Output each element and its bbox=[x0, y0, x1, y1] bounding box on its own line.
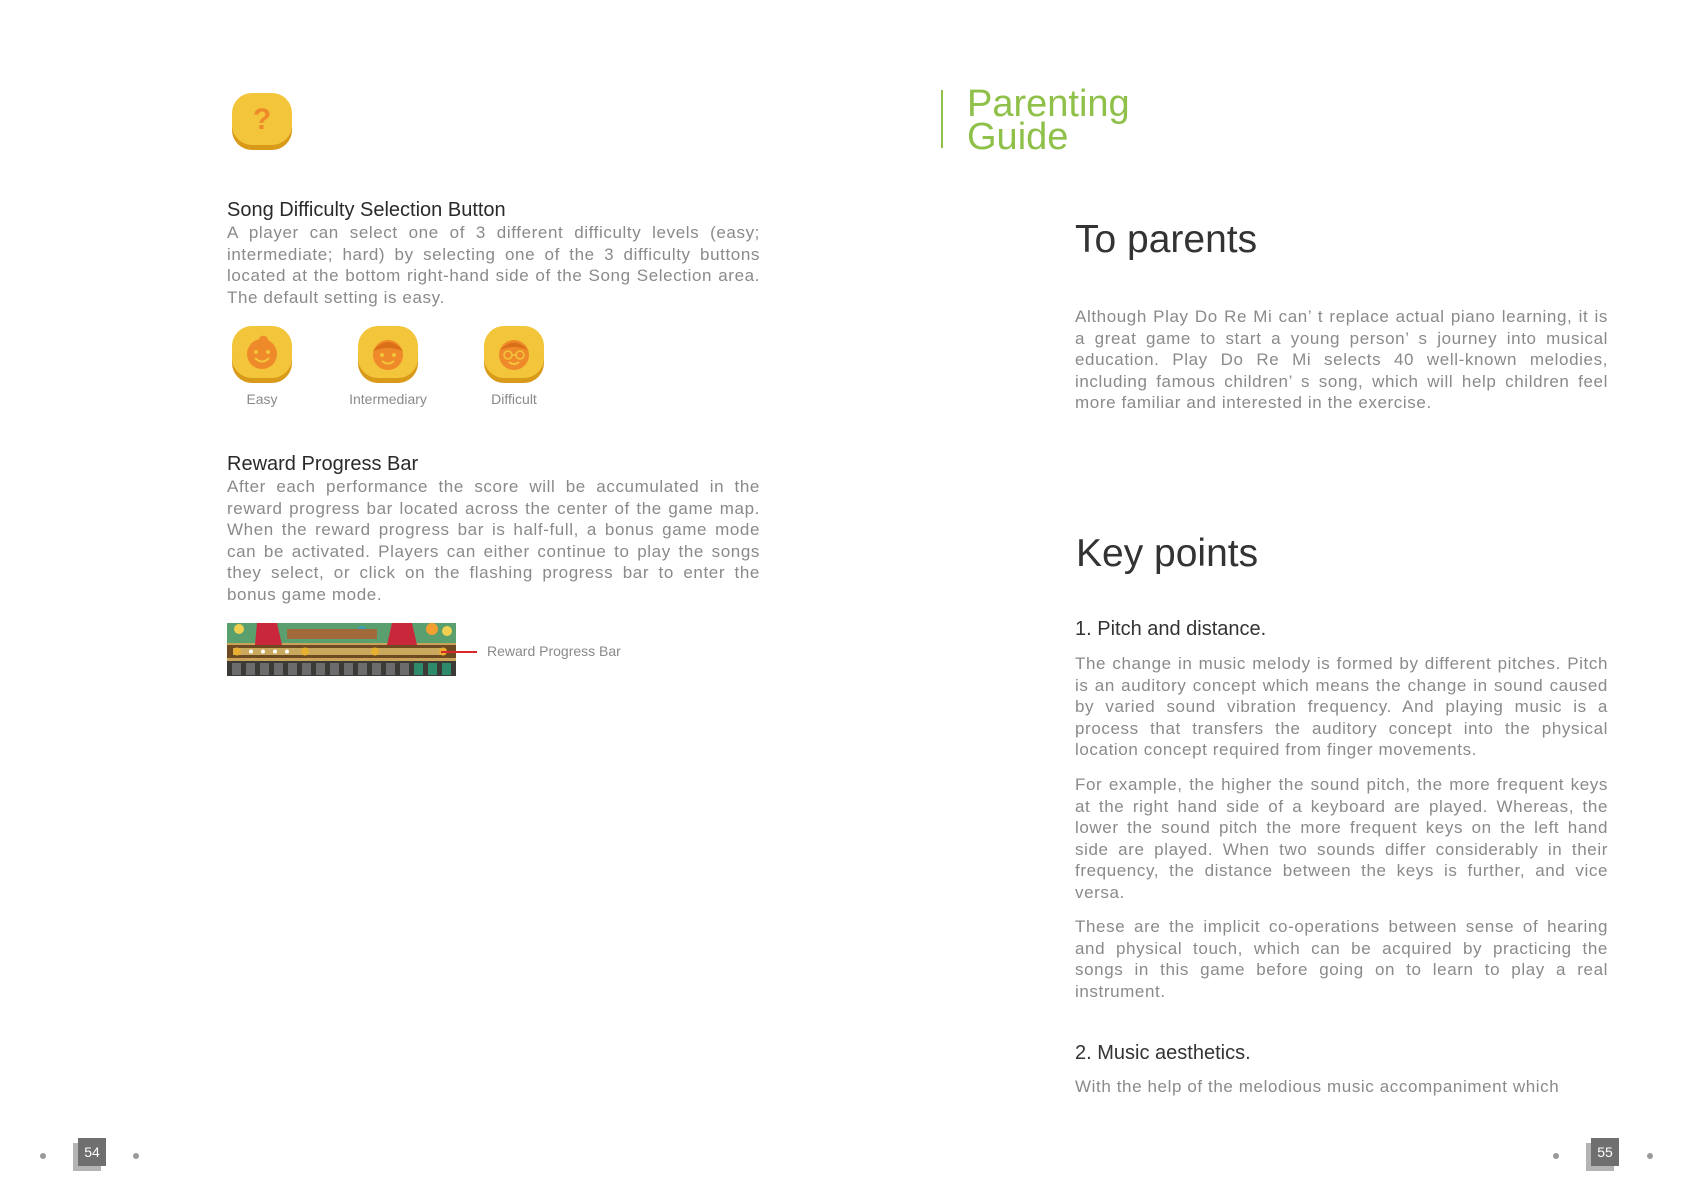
easy-caption: Easy bbox=[246, 391, 278, 407]
page-dot bbox=[133, 1153, 139, 1159]
difficult-difficulty-button[interactable] bbox=[483, 325, 545, 385]
baby-face-icon bbox=[231, 325, 293, 385]
page-number: 54 bbox=[78, 1138, 106, 1166]
page-number: 55 bbox=[1591, 1138, 1619, 1166]
point2-title: 2. Music aesthetics. bbox=[1075, 1042, 1251, 1064]
glasses-face-icon bbox=[483, 325, 545, 385]
key-points-title: Key points bbox=[1076, 532, 1259, 575]
difficulty-section-title: Song Difficulty Selection Button bbox=[227, 199, 506, 221]
right-page bbox=[841, 0, 1682, 1190]
intermediary-difficulty-button[interactable] bbox=[357, 325, 419, 385]
reward-section-title: Reward Progress Bar bbox=[227, 453, 419, 475]
svg-text:?: ? bbox=[252, 103, 272, 136]
guide-title-line1: Parenting bbox=[967, 83, 1130, 125]
point1-paragraph-1: The change in music melody is formed by different pitches. Pitch is an auditory concept which means the change in sound caused by varied sound vibration frequency. And playing music is a process that transfers the auditory concept into the physical location concept required from finger movements. bbox=[1075, 654, 1608, 759]
point1-paragraph-2: For example, the higher the sound pitch, the more frequent keys at the right hand side of a keyboard are played. Whereas, the lower the sound pitch the more frequent keys on the left hand side are played. When two sounds differ considerably in their frequency, the distance between the keys is further, and vice versa. bbox=[1075, 775, 1608, 902]
guide-title-line2: Guide bbox=[967, 116, 1069, 158]
callout-line bbox=[441, 651, 477, 653]
guide-title bbox=[967, 83, 1130, 158]
point1-title: 1. Pitch and distance. bbox=[1075, 618, 1267, 640]
page-dot bbox=[40, 1153, 46, 1159]
intermediary-caption: Intermediary bbox=[349, 391, 427, 407]
page-dot bbox=[1553, 1153, 1559, 1159]
page-dot bbox=[1647, 1153, 1653, 1159]
point2-body: With the help of the melodious music accompaniment which bbox=[1075, 1077, 1560, 1096]
difficult-caption: Difficult bbox=[491, 391, 537, 407]
difficulty-section-body: A player can select one of 3 different difficulty levels (easy; intermediate; hard) by selecting one of the 3 difficulty buttons located at the bottom right-hand side of the Song Selection area. The default setting is easy. bbox=[227, 223, 760, 307]
easy-difficulty-button[interactable] bbox=[231, 325, 293, 385]
question-mark-icon bbox=[231, 92, 293, 152]
reward-progress-bar-image bbox=[227, 623, 456, 676]
reward-section-body: After each performance the score will be accumulated in the reward progress bar located across the center of the game map. When the reward progress bar is half-full, a bonus game mode can be activated. Players can either continue to play the songs they select, or click on the flashing progress bar to enter the bonus game mode. bbox=[227, 477, 760, 604]
callout-label: Reward Progress Bar bbox=[487, 643, 621, 659]
boy-face-icon bbox=[357, 325, 419, 385]
to-parents-title: To parents bbox=[1075, 218, 1258, 261]
to-parents-body: Although Play Do Re Mi can’ t replace actual piano learning, it is a great game to start a young person’ s journey into musical education. Play Do Re Mi selects 40 well-known melodies, including famous children’ s song, which will help children feel more familiar and interested in the exercise. bbox=[1075, 307, 1608, 412]
point1-paragraph-3: These are the implicit co-operations between sense of hearing and physical touch, which can be acquired by practicing the songs in this game before going on to learn to play a real instrument. bbox=[1075, 917, 1608, 1001]
guide-title-divider bbox=[941, 90, 943, 148]
